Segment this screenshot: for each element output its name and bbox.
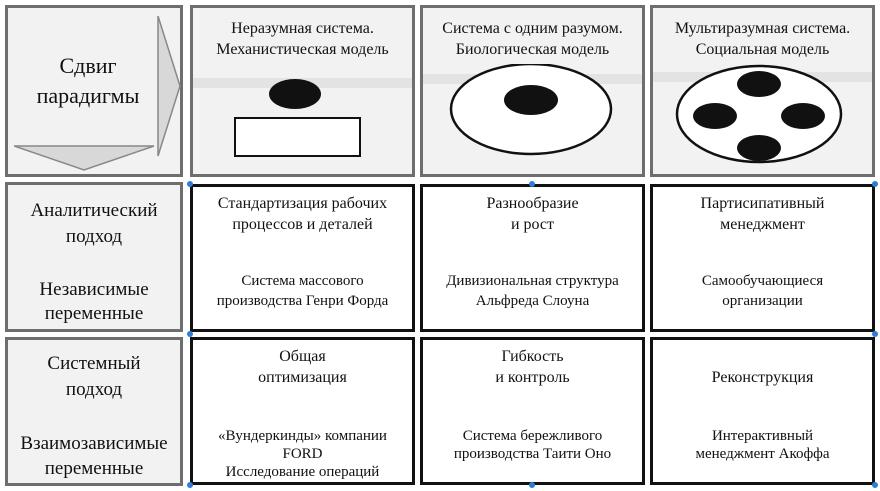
systemic-sub-1: Взаимозависимые <box>20 433 168 454</box>
cell-a2-heading-2: и рост <box>510 216 555 233</box>
row-analytical-label <box>5 182 183 332</box>
cell-a1-heading-2: процессов и деталей <box>232 216 373 233</box>
cell-s1-heading-1: Общая <box>279 348 326 365</box>
selection-handle[interactable] <box>529 181 535 187</box>
cell-s3-heading-1: Реконструкция <box>711 369 814 386</box>
selection-handle[interactable] <box>872 482 878 488</box>
cell-s2-example-1: Система бережливого <box>462 428 603 444</box>
header-biological-line1: Система с одним разумом. <box>442 20 623 37</box>
cell-a2-example-2: Альфреда Слоуна <box>475 293 590 309</box>
cell-a1-example-2: производства Генри Форда <box>216 293 389 309</box>
arrow-down-icon <box>14 144 164 172</box>
cell-a3-example-1: Самообучающиеся <box>701 273 824 289</box>
cell-analytical-biological <box>420 184 645 332</box>
systemic-sub-2: переменные <box>44 458 144 479</box>
header-social-line2: Социальная модель <box>695 41 830 58</box>
header-mechanistic-line2: Механистическая модель <box>216 41 389 58</box>
cell-s1-example-2: FORD <box>282 446 323 462</box>
cell-s1-example-1: «Вундеркинды» компании <box>218 428 387 444</box>
cell-s2-example-2: производства Таити Оно <box>453 446 612 462</box>
analytical-title-1: Аналитический <box>30 200 158 221</box>
header-social <box>650 5 875 177</box>
cell-analytical-mechanistic <box>190 184 415 332</box>
selection-handle[interactable] <box>187 331 193 337</box>
cell-systemic-social <box>650 337 875 485</box>
paradigm-title-1: Сдвиг <box>59 53 117 78</box>
cell-a3-heading-1: Партисипативный <box>700 195 825 212</box>
cell-analytical-social <box>650 184 875 332</box>
analytical-title-2: подход <box>65 226 123 247</box>
selection-handle[interactable] <box>529 482 535 488</box>
cell-a1-example-1: Система массового <box>241 273 364 289</box>
selection-handle[interactable] <box>187 181 193 187</box>
cell-s3-example-1: Интерактивный <box>711 428 814 444</box>
cell-s3-example-2: менеджмент Акоффа <box>695 446 830 462</box>
cell-a1-heading-1: Стандартизация рабочих <box>217 195 388 212</box>
systemic-title-2: подход <box>65 379 123 400</box>
biological-model-figure <box>423 64 648 184</box>
selection-handle[interactable] <box>872 181 878 187</box>
mechanistic-model-figure <box>193 68 418 178</box>
header-social-line1: Мультиразумная система. <box>674 20 851 37</box>
cell-systemic-biological <box>420 337 645 485</box>
header-biological <box>420 5 645 177</box>
header-mechanistic <box>190 5 415 177</box>
cell-s2-heading-2: и контроль <box>495 369 570 386</box>
cell-s1-example-3: Исследование операций <box>225 464 380 480</box>
paradigm-shift-cell <box>5 5 183 177</box>
cell-a3-example-2: организации <box>722 293 803 309</box>
social-model-figure <box>653 64 878 184</box>
paradigm-title-2: парадигмы <box>36 83 140 108</box>
cell-a3-heading-2: менеджмент <box>720 216 805 233</box>
analytical-sub-2: переменные <box>44 303 144 324</box>
cell-s2-heading-1: Гибкость <box>501 348 564 365</box>
cell-a2-heading-1: Разнообразие <box>486 195 579 212</box>
row-systemic-label <box>5 337 183 486</box>
analytical-sub-1: Независимые <box>39 279 149 300</box>
header-mechanistic-line1: Неразумная система. <box>231 20 374 37</box>
cell-s1-heading-2: оптимизация <box>258 369 347 386</box>
cell-systemic-mechanistic <box>190 337 415 485</box>
header-biological-line2: Биологическая модель <box>455 41 610 58</box>
systemic-title-1: Системный <box>47 353 141 374</box>
cell-a2-example-1: Дивизиональная структура <box>446 273 619 289</box>
selection-handle[interactable] <box>187 482 193 488</box>
selection-handle[interactable] <box>872 331 878 337</box>
